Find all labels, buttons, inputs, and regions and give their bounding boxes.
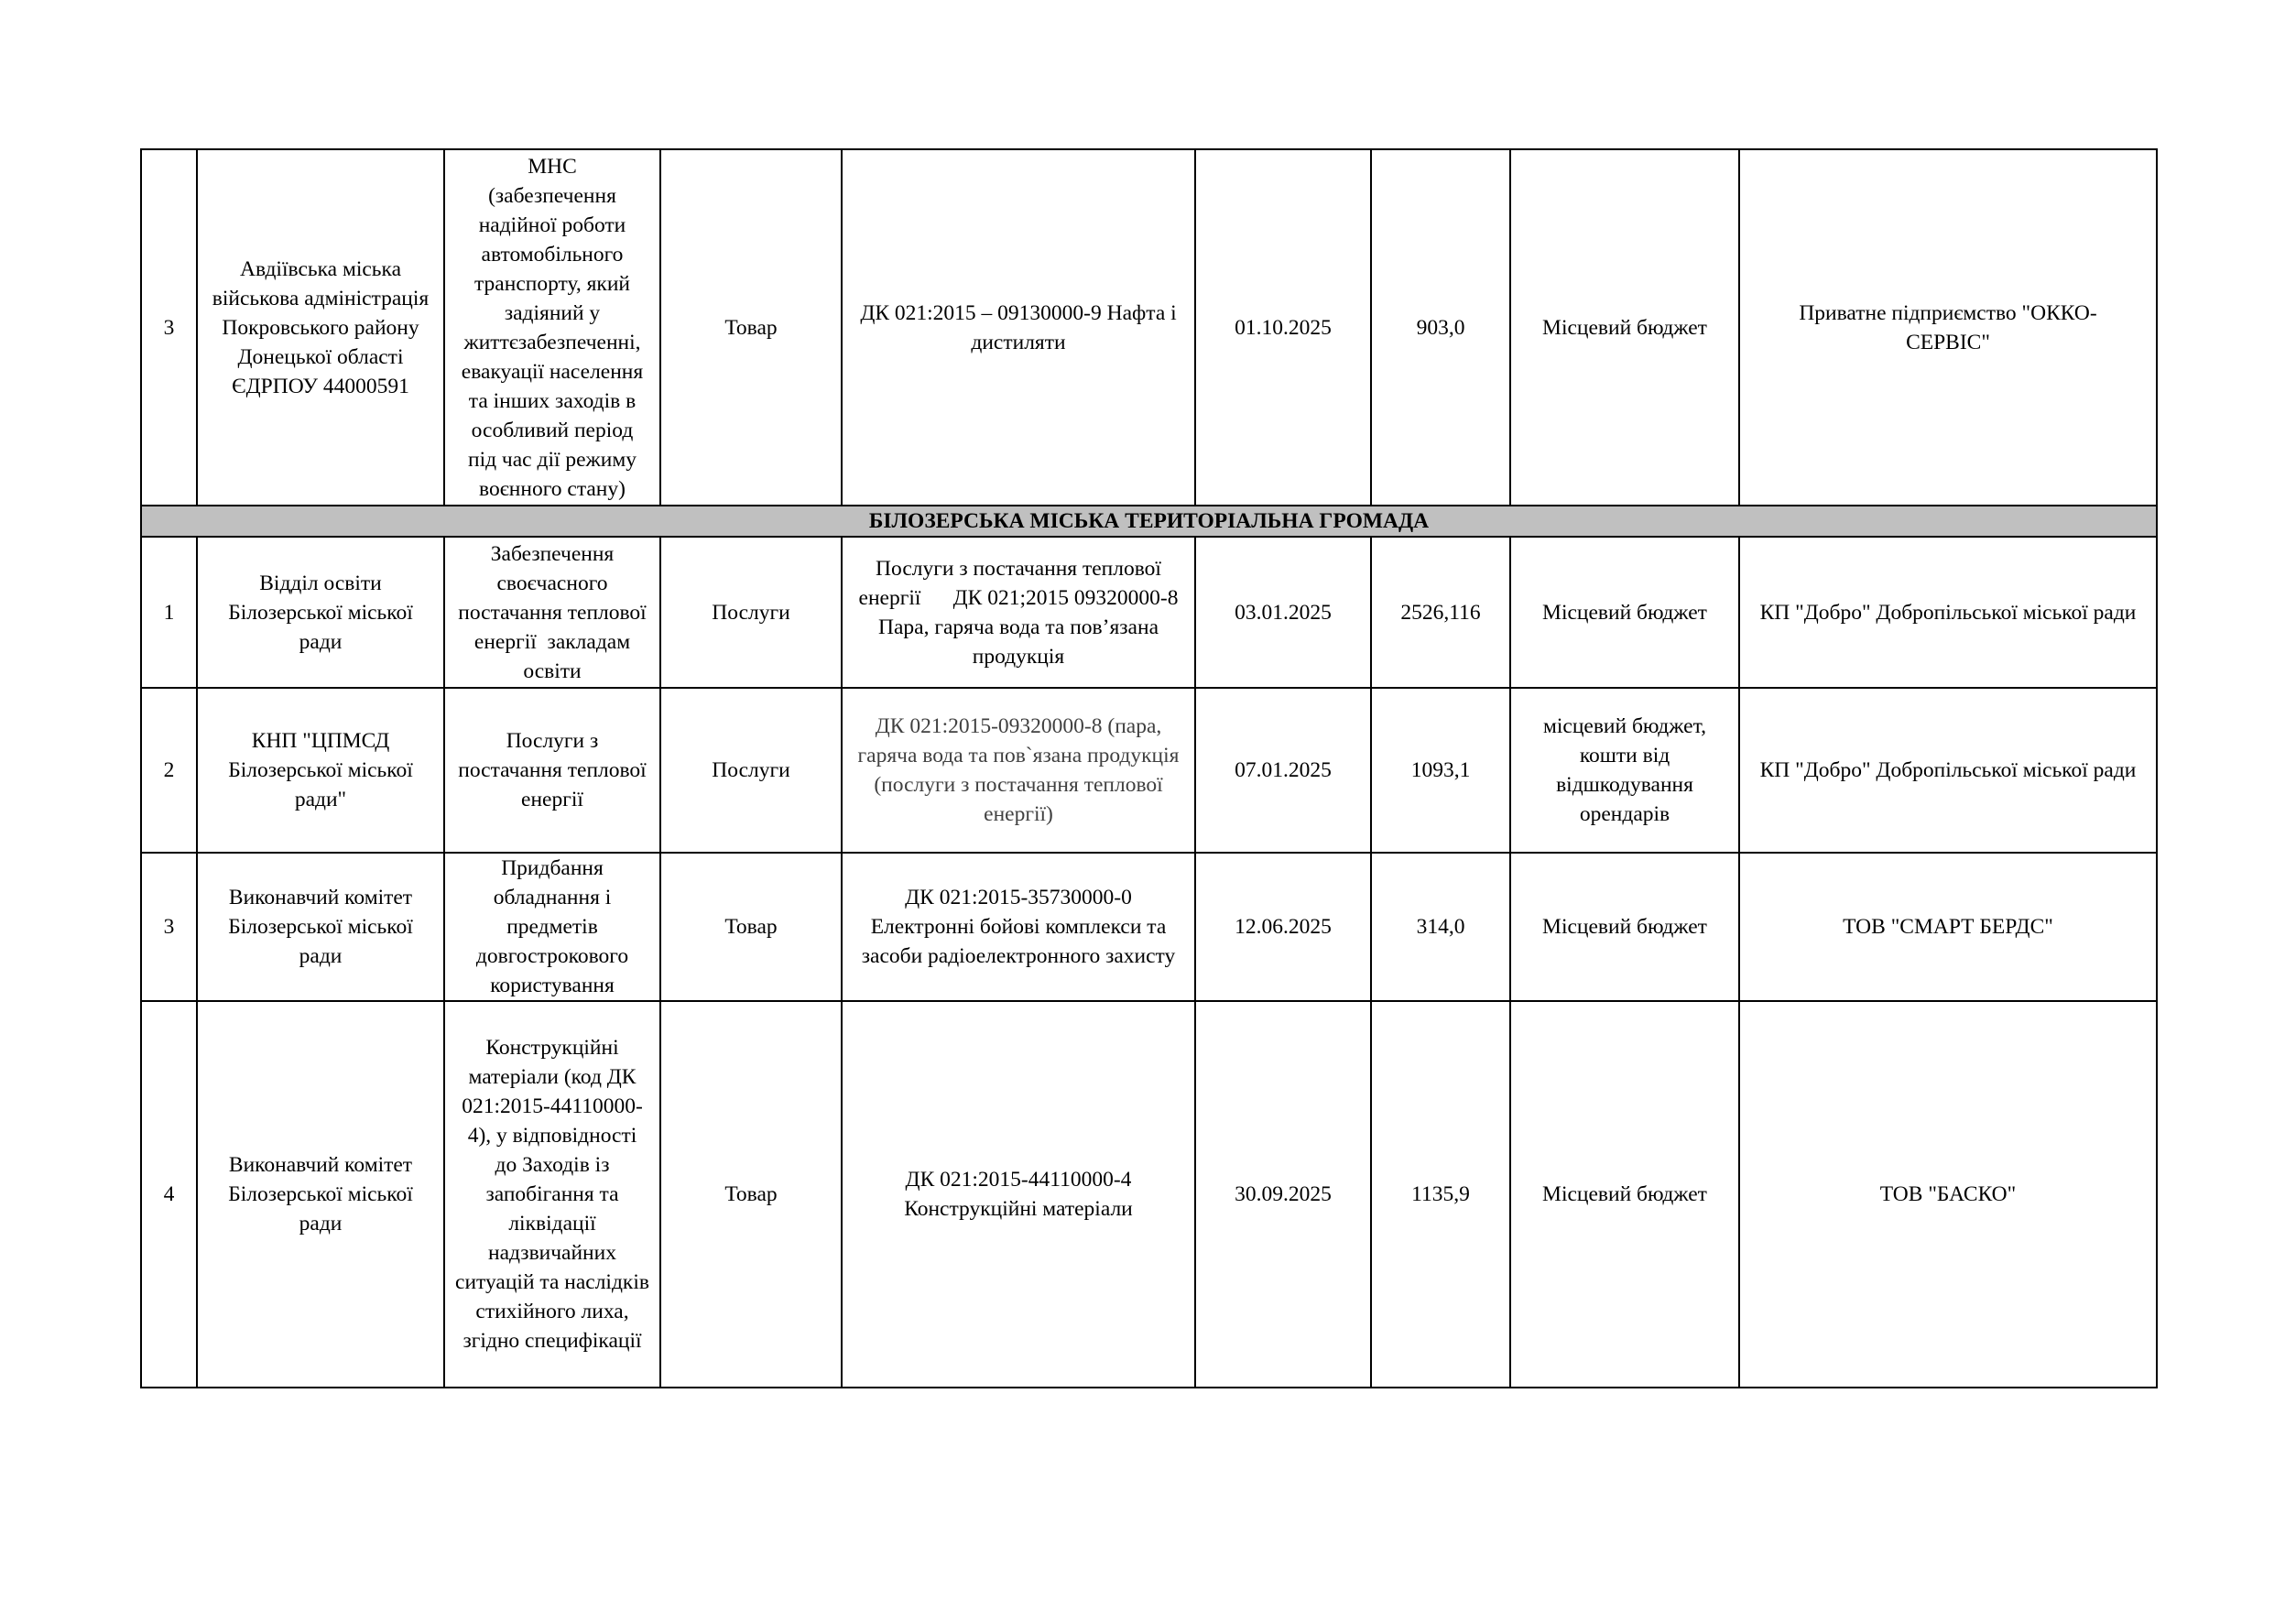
purpose-line: Конструкційні xyxy=(485,1036,619,1060)
supplier-cell xyxy=(1739,537,2157,688)
funding-source-cell xyxy=(1510,1001,1739,1388)
date-cell: 01.10.2025 xyxy=(1195,149,1371,506)
purpose-line: та інших заходів в xyxy=(468,388,637,413)
source-line: місцевий бюджет, xyxy=(1543,714,1706,738)
source-line: кошти від xyxy=(1579,744,1670,767)
type-cell: Послуги xyxy=(660,537,842,688)
customer-line: ради" xyxy=(294,788,347,811)
amount-cell: 903,0 xyxy=(1371,149,1510,506)
customer-line: Донецької області xyxy=(237,344,404,369)
purpose-line: довгострокового xyxy=(475,944,629,968)
code-cell xyxy=(842,537,1195,688)
code-cell xyxy=(842,1001,1195,1388)
purpose-line: предметів xyxy=(506,915,598,939)
table-row xyxy=(141,688,2157,853)
customer-line: Авдіївська міська xyxy=(239,256,401,281)
purpose-line: до Заходів із xyxy=(495,1153,610,1177)
table-row xyxy=(141,537,2157,688)
section-header-row xyxy=(141,506,2157,537)
purpose-line: Забезпечення xyxy=(490,541,615,566)
amount-cell: 2526,116 xyxy=(1371,537,1510,688)
purpose-line: матеріали (код ДК xyxy=(468,1065,637,1089)
purpose-line: (забезпечення xyxy=(488,183,616,208)
customer-cell xyxy=(197,1001,444,1388)
procurement-table xyxy=(140,148,2158,1388)
purpose-line: надзвичайних xyxy=(488,1241,616,1265)
customer-line: ради xyxy=(299,1212,343,1236)
purpose-line: обладнання і xyxy=(493,886,612,909)
purpose-line: енергії закладам xyxy=(473,629,631,654)
purpose-line: користування xyxy=(490,974,615,997)
purpose-line: Придбання xyxy=(501,856,604,880)
customer-line: Білозерської міської xyxy=(228,1182,413,1206)
amount-cell: 1093,1 xyxy=(1371,688,1510,853)
purpose-line: під час дії режиму xyxy=(468,447,637,472)
customer-line: ради xyxy=(299,944,343,968)
code-line: Конструкційні матеріали xyxy=(904,1197,1133,1221)
purpose-line: ліквідації xyxy=(508,1212,596,1236)
source-line: Місцевий бюджет xyxy=(1542,600,1707,625)
date-cell: 12.06.2025 xyxy=(1195,853,1371,1001)
purpose-cell xyxy=(444,688,660,853)
funding-source-cell xyxy=(1510,688,1739,853)
row-number: 2 xyxy=(141,688,197,853)
row-number: 3 xyxy=(141,853,197,1001)
source-line: Місцевий бюджет xyxy=(1542,315,1707,340)
supplier-cell xyxy=(1739,853,2157,1001)
purpose-line: постачання теплової xyxy=(458,758,647,782)
type-cell: Товар xyxy=(660,149,842,506)
amount-cell: 314,0 xyxy=(1371,853,1510,1001)
date-cell: 30.09.2025 xyxy=(1195,1001,1371,1388)
type-cell: Послуги xyxy=(660,688,842,853)
purpose-line: запобігання та xyxy=(485,1182,619,1206)
purpose-line: МНС xyxy=(528,154,577,179)
customer-line: ради xyxy=(299,629,343,654)
customer-line: Білозерської міської xyxy=(228,915,413,939)
code-line: енергії) xyxy=(984,802,1053,826)
customer-cell xyxy=(197,853,444,1001)
code-cell xyxy=(842,688,1195,853)
code-line: Послуги з постачання теплової xyxy=(876,556,1161,581)
supplier-line: ТОВ "БАСКО" xyxy=(1879,1182,2017,1206)
code-line: ДК 021:2015-09320000-8 (пара, xyxy=(875,714,1162,738)
purpose-line: 021:2015-44110000- xyxy=(462,1094,643,1118)
code-line: ДК 021:2015-35730000-0 xyxy=(905,886,1132,909)
customer-line: Покровського району xyxy=(222,315,419,340)
row-number: 1 xyxy=(141,537,197,688)
purpose-cell xyxy=(444,149,660,506)
purpose-line: енергії xyxy=(521,788,583,811)
code-line: дистиляти xyxy=(971,330,1066,354)
source-line: відшкодування xyxy=(1556,773,1693,797)
date-cell: 03.01.2025 xyxy=(1195,537,1371,688)
customer-cell xyxy=(197,537,444,688)
customer-line: КНП "ЦПМСД xyxy=(251,729,390,753)
code-line: Пара, гаряча вода та пов’язана xyxy=(878,615,1159,639)
purpose-line: 4), у відповідності xyxy=(467,1124,637,1148)
row-number: 4 xyxy=(141,1001,197,1388)
customer-cell xyxy=(197,688,444,853)
purpose-cell xyxy=(444,537,660,688)
funding-source-cell xyxy=(1510,853,1739,1001)
table-row xyxy=(141,1001,2157,1388)
customer-line: ЄДРПОУ 44000591 xyxy=(232,374,409,398)
source-line: Місцевий бюджет xyxy=(1542,915,1707,939)
customer-line: Білозерської міської xyxy=(228,600,413,625)
table-row xyxy=(141,853,2157,1001)
code-line: ДК 021:2015-44110000-4 xyxy=(905,1168,1132,1192)
row-number: 3 xyxy=(141,149,197,506)
purpose-line: ситуацій та наслідків xyxy=(455,1270,649,1294)
purpose-line: особливий період xyxy=(471,418,634,442)
type-cell: Товар xyxy=(660,1001,842,1388)
customer-line: Відділ освіти xyxy=(259,571,382,595)
source-line: Місцевий бюджет xyxy=(1542,1182,1707,1206)
code-line: гаряча вода та пов`язана продукція xyxy=(857,744,1180,767)
purpose-line: воєнного стану) xyxy=(479,476,626,501)
table-row xyxy=(141,149,2157,506)
purpose-line: надійної роботи xyxy=(478,212,626,237)
supplier-cell xyxy=(1739,1001,2157,1388)
purpose-line: згідно специфікації xyxy=(462,1329,642,1353)
purpose-line: освіти xyxy=(523,659,582,683)
supplier-cell xyxy=(1739,688,2157,853)
customer-line: Виконавчий комітет xyxy=(228,1153,413,1177)
amount-cell: 1135,9 xyxy=(1371,1001,1510,1388)
purpose-line: транспорту, який xyxy=(474,271,630,296)
date-cell: 07.01.2025 xyxy=(1195,688,1371,853)
purpose-line: Послуги з xyxy=(506,729,599,753)
purpose-line: своєчасного xyxy=(496,571,608,595)
purpose-line: евакуації населення xyxy=(461,359,644,384)
purpose-cell xyxy=(444,1001,660,1388)
purpose-cell xyxy=(444,853,660,1001)
purpose-line: життєзабезпеченні, xyxy=(463,330,641,354)
code-line: (послуги з постачання теплової xyxy=(874,773,1163,797)
purpose-line: автомобільного xyxy=(481,242,624,267)
customer-line: Білозерської міської xyxy=(228,758,413,782)
type-cell: Товар xyxy=(660,853,842,1001)
supplier-line: ТОВ "СМАРТ БЕРДС" xyxy=(1843,915,2053,939)
purpose-line: задіяний у xyxy=(504,300,601,325)
purpose-line: стихійного лиха, xyxy=(475,1300,629,1323)
code-line: ДК 021:2015 – 09130000-9 Нафта і xyxy=(860,300,1177,325)
customer-line: військова адміністрація xyxy=(212,286,430,310)
code-cell xyxy=(842,149,1195,506)
funding-source-cell xyxy=(1510,537,1739,688)
purpose-line: постачання теплової xyxy=(458,600,647,625)
supplier-line: КП "Добро" Добропільської міської ради xyxy=(1759,758,2137,782)
code-line: Електронні бойові комплекси та xyxy=(870,915,1167,939)
funding-source-cell xyxy=(1510,149,1739,506)
code-line: енергії ДК 021;2015 09320000-8 xyxy=(858,585,1179,610)
customer-line: Виконавчий комітет xyxy=(228,886,413,909)
code-line: продукція xyxy=(972,644,1065,669)
customer-cell xyxy=(197,149,444,506)
section-title: БІЛОЗЕРСЬКА МІСЬКА ТЕРИТОРІАЛЬНА ГРОМАДА xyxy=(141,506,2157,537)
supplier-cell xyxy=(1739,149,2157,506)
code-line: засоби радіоелектронного захисту xyxy=(861,944,1176,968)
source-line: орендарів xyxy=(1579,802,1670,826)
supplier-line: КП "Добро" Добропільської міської ради xyxy=(1759,600,2137,625)
code-cell xyxy=(842,853,1195,1001)
supplier-line: СЕРВІС" xyxy=(1906,330,1990,354)
supplier-line: Приватне підприємство "ОККО- xyxy=(1799,300,2097,325)
